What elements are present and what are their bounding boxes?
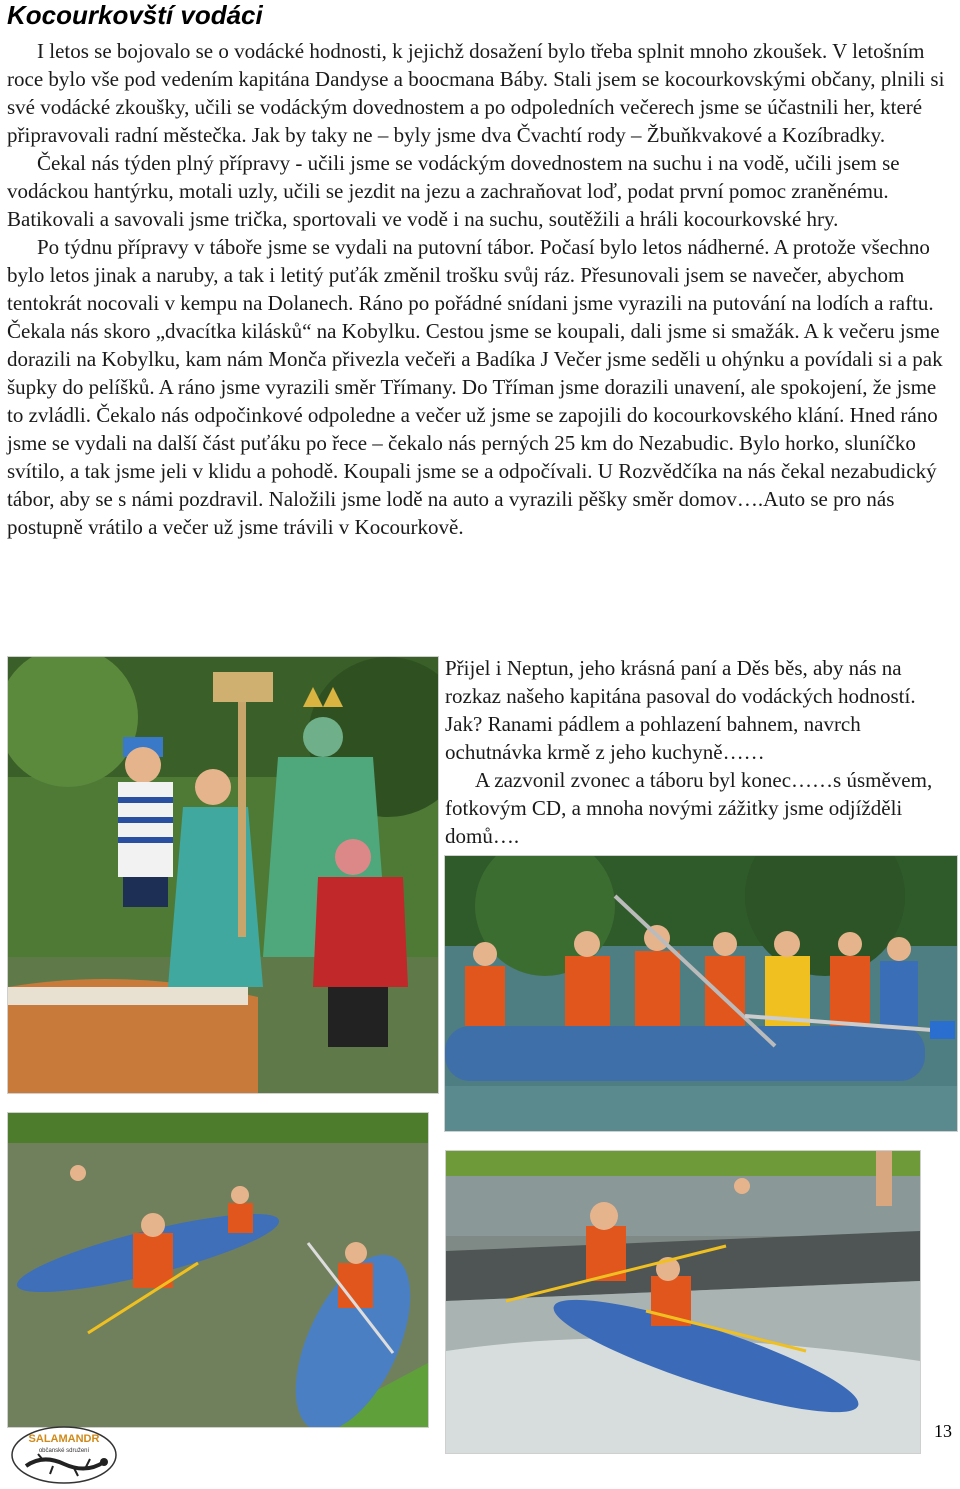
logo-subtitle: občanské sdružení	[38, 1448, 90, 1454]
photo-weir	[445, 1150, 921, 1454]
paragraph-ending: A zazvonil zvonec a táboru byl konec……s úsměvem, fotkovým CD, a mnoha novými zážitky jsme odjížděli domů….	[445, 768, 933, 848]
photo-raft-image	[445, 856, 957, 1131]
salamandr-logo	[8, 1424, 120, 1486]
logo-title: SALAMANDR	[28, 1433, 100, 1445]
paragraph-trip: Po týdnu přípravy v táboře jsme se vydali na putovní tábor. Počasí bylo letos nádherné. A protože všechno bylo letos jinak a naruby, a tak i letitý puťák změnil trošku svůj ráz. Přesunovali jsem se navečer, abychom tentokrát nocovali v kempu na Dolanech. Ráno po pořádné snídani jsme vyrazili na putování na lodích a raftu. Čekala nás skoro „dvacítka kilásků“ na Kobylku. Cestou jsme se koupali, dali jsme si smažák. A k večeru jsme dorazili na Kobylku, kam nám Monča přivezla večeři a Badíka J Večer jsme seděli u ohýnku a povídali si a pak šupky do pelíšků. A ráno jsme vyrazili směr Třímany. Do Tříman jsme dorazili unavení, ale spokojení, že jsme to zvládli. Čekalo nás odpočinkové odpoledne a večer už jsme se zapojili do kocourkovského klání. Hned ráno jsme se vydali na další část puťáku po řece – čekalo nás perných 25 km do Nezabudic. Bylo horko, sluníčko svítilo, a tak jsme jeli v klidu a pohodě. Koupali jsme se a odpočívali. U Rozvědčíka na nás čekal nezabudický tábor, aby se s námi pozdravil. Naložili jsme lodě na auto a vyrazili pěšky směr domov….Auto se pro nás postupně vrátilo a večer už jsme trávili v Kocourkově.	[7, 235, 943, 539]
paragraph-preparation: Čekal nás týden plný přípravy - učili jsme se vodáckým dovednostem na suchu i na vodě, učili jsem se vodáckou hantýrku, motali uzly, učili se jezdit na jezu a zachraňovat loď, podat první pomoc zraněnému. Batikovali a savovali jsme trička, sportovali ve vodě i na suchu, soutěžili a hráli kocourkovské hry.	[7, 151, 900, 231]
photo-neptune-ceremony-image	[8, 657, 438, 1093]
photo-weir-image	[446, 1151, 920, 1453]
paragraph-neptune: Přijel i Neptun, jeho krásná paní a Děs běs, aby nás na rozkaz našeho kapitána pasoval do vodáckých hodností. Jak? Ranami pádlem a pohlazení bahnem, navrch ochutnávka krmě z jeho kuchyně……	[445, 656, 916, 764]
paragraph-intro: I letos se bojovalo se o vodácké hodnosti, k jejichž dosažení bylo třeba splnit mnoho zkoušek. V letošním roce bylo vše pod vedením kapitána Dandyse a boocmana Báby. Stali jsem se kocourkovskými občany, plnili si své vodácké zkoušky, učili se vodáckým dovednostem a po odpoledních večerech jsme se účastnili her, které připravovali radní městečka. Jak by taky ne – byly jsme dva Čvachtí rody – Žbuňkvakové a Kozíbradky.	[7, 39, 945, 147]
sidebar-text	[445, 654, 957, 850]
photo-kayaks-image	[8, 1113, 428, 1427]
photo-kayaks	[7, 1112, 429, 1428]
photo-raft	[444, 855, 958, 1132]
salamander-icon	[8, 1424, 120, 1486]
photo-neptune-ceremony	[7, 656, 439, 1094]
article-body	[7, 37, 957, 541]
page-title: Kocourkovští vodáci	[7, 0, 263, 30]
page-number: 13	[934, 1421, 952, 1441]
